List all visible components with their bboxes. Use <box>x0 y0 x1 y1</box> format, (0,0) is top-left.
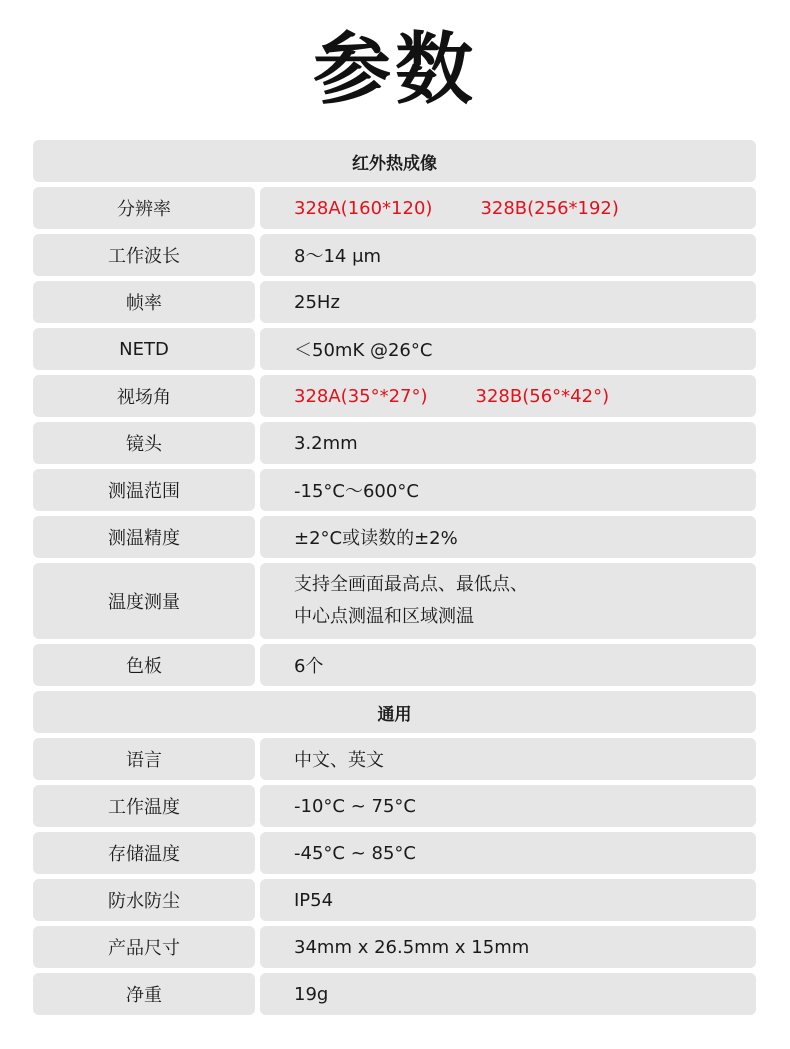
table-row <box>33 738 756 780</box>
value-line-1: 支持全画面最高点、最低点、 <box>294 574 528 595</box>
row-label: 工作波长 <box>33 234 255 276</box>
row-value: 中文、英文 <box>260 738 756 780</box>
section-title: 通用 <box>33 691 756 733</box>
table-row <box>33 516 756 558</box>
table-row <box>33 234 756 276</box>
value-line-2: 中心点测温和区域测温 <box>294 606 474 627</box>
row-value <box>260 375 756 417</box>
table-row <box>33 926 756 968</box>
row-label: 产品尺寸 <box>33 926 255 968</box>
row-label: 测温精度 <box>33 516 255 558</box>
row-label: 分辨率 <box>33 187 255 229</box>
value-328b: 328B(256*192) <box>480 197 619 219</box>
row-label: 语言 <box>33 738 255 780</box>
row-value: 8～14 μm <box>260 234 756 276</box>
spec-table <box>33 140 756 1020</box>
row-value: -10°C ~ 75°C <box>260 785 756 827</box>
table-row <box>33 644 756 686</box>
table-row <box>33 422 756 464</box>
row-label: 色板 <box>33 644 255 686</box>
section-header-infrared <box>33 140 756 182</box>
table-row <box>33 375 756 417</box>
row-label: 镜头 <box>33 422 255 464</box>
table-row <box>33 281 756 323</box>
row-label: 工作温度 <box>33 785 255 827</box>
row-value: 34mm x 26.5mm x 15mm <box>260 926 756 968</box>
table-row <box>33 563 756 639</box>
row-label: 温度测量 <box>33 563 255 639</box>
row-value: 19g <box>260 973 756 1015</box>
row-value: 25Hz <box>260 281 756 323</box>
section-header-general <box>33 691 756 733</box>
value-328a: 328A(35°*27°) <box>294 385 428 407</box>
table-row <box>33 973 756 1015</box>
row-label: 视场角 <box>33 375 255 417</box>
table-row <box>33 187 756 229</box>
row-label: 净重 <box>33 973 255 1015</box>
row-value: IP54 <box>260 879 756 921</box>
page-title: 参数 <box>312 25 477 115</box>
row-value: ＜50mK @26°C <box>260 328 756 370</box>
row-label: 帧率 <box>33 281 255 323</box>
row-value: 6个 <box>260 644 756 686</box>
value-328b: 328B(56°*42°) <box>475 385 610 407</box>
row-label: NETD <box>33 328 255 370</box>
row-label: 防水防尘 <box>33 879 255 921</box>
value-328a: 328A(160*120) <box>294 197 433 219</box>
row-value <box>260 563 756 639</box>
row-value: ±2°C或读数的±2% <box>260 516 756 558</box>
table-row <box>33 832 756 874</box>
table-row <box>33 785 756 827</box>
table-row <box>33 469 756 511</box>
row-value: -15°C～600°C <box>260 469 756 511</box>
table-row <box>33 879 756 921</box>
row-value: -45°C ~ 85°C <box>260 832 756 874</box>
row-value <box>260 187 756 229</box>
row-label: 测温范围 <box>33 469 255 511</box>
table-row <box>33 328 756 370</box>
row-label: 存储温度 <box>33 832 255 874</box>
row-value: 3.2mm <box>260 422 756 464</box>
section-title: 红外热成像 <box>33 140 756 182</box>
